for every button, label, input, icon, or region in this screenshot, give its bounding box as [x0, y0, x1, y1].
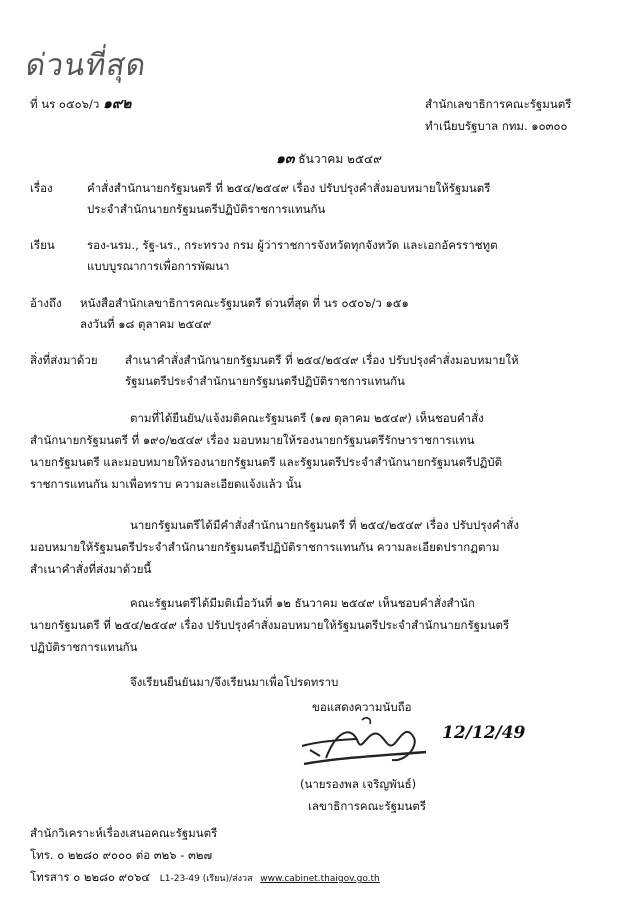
paragraph-3-line-3: ปฏิบัติราชการแทนกัน — [30, 640, 138, 654]
reference-line-1: หนังสือสำนักเลขาธิการคณะรัฐมนตรี ด่วนที่สุด ที่ นร ๐๕๐๖/ว ๑๕๑ — [80, 296, 409, 310]
reference-line-2: ลงวันที่ ๑๘ ตุลาคม ๒๕๔๙ — [80, 317, 212, 331]
enclosure-line-1: สำเนาคำสั่งสำนักนายกรัฐมนตรี ที่ ๒๕๔/๒๕๔๙ เรื่อง ปรับปรุงคำสั่งมอบหมายให้ — [125, 353, 519, 367]
paragraph-2-line-2: มอบหมายให้รัฐมนตรีประจำสำนักนายกรัฐมนตรีปฏิบัติราชการแทนกัน ความละเอียดปรากฏตาม — [30, 540, 500, 554]
to-line-2: แบบบูรณาการเพื่อการพัฒนา — [87, 259, 230, 273]
paragraph-1-line-1: ตามที่ได้ยืนยัน/แจ้งมติคณะรัฐมนตรี (๑๗ ตุลาคม ๒๕๔๙) เห็นชอบคำสั่ง — [130, 411, 484, 425]
document-date — [276, 148, 382, 170]
subject-line-1: คำสั่งสำนักนายกรัฐมนตรี ที่ ๒๕๔/๒๕๔๙ เรื่อง ปรับปรุงคำสั่งมอบหมายให้รัฐมนตรี — [87, 181, 491, 195]
handwritten-signature — [296, 712, 436, 770]
salutation: ขอแสดงความนับถือ — [312, 700, 412, 714]
paragraph-2-line-1: นายกรัฐมนตรีได้มีคำสั่งสำนักนายกรัฐมนตรี ที่ ๒๕๔/๒๕๔๙ เรื่อง ปรับปรุงคำสั่ง — [130, 518, 519, 532]
subject-line-2: ประจำสำนักนายกรัฐมนตรีปฏิบัติราชการแทนกัน — [87, 202, 326, 216]
paragraph-2-line-3: สำเนาคำสั่งที่ส่งมาด้วยนี้ — [30, 562, 152, 576]
reference-prefix: ที่ นร ๐๕๐๖/ว — [30, 97, 100, 111]
reference-handwritten-number: ๑๙๒ — [102, 96, 132, 112]
footer-code: L1-23-49 (เรียน)/ส่งวส — [159, 874, 253, 884]
enclosure-line-2: รัฐมนตรีประจำสำนักนายกรัฐมนตรีปฏิบัติราชการแทนกัน — [125, 374, 405, 388]
paragraph-3-line-1: คณะรัฐมนตรีได้มีมติเมื่อวันที่ ๑๒ ธันวาคม ๒๕๔๙ เห็นชอบคำสั่งสำนัก — [130, 596, 475, 610]
reference-number — [30, 93, 131, 115]
office-address: ทำเนียบรัฐบาล กทม. ๑๐๓๐๐ — [425, 119, 568, 133]
subject-label: เรื่อง — [30, 181, 53, 195]
date-month-year: ธันวาคม ๒๕๔๙ — [298, 152, 382, 166]
reference-label: อ้างถึง — [30, 296, 62, 310]
footer-fax-line — [30, 869, 380, 887]
paragraph-3-line-2: นายกรัฐมนตรี ที่ ๒๕๔/๒๕๔๙ เรื่อง ปรับปรุงคำสั่งมอบหมายให้รัฐมนตรีประจำสำนักนายกรัฐมนตรี — [30, 618, 510, 632]
paragraph-1-line-4: ราชการแทนกัน มาเพื่อทราบ ความละเอียดแจ้งแล้ว นั้น — [30, 477, 302, 491]
signatory-name: (นายรองพล เจริญพันธ์) — [300, 777, 417, 791]
signatory-title: เลขาธิการคณะรัฐมนตรี — [308, 799, 427, 813]
enclosure-label: สิ่งที่ส่งมาด้วย — [30, 353, 98, 367]
paragraph-1-line-3: นายกรัฐมนตรี และมอบหมายให้รองนายกรัฐมนตรี และรัฐมนตรีประจำสำนักนายกรัฐมนตรีปฏิบัติ — [30, 455, 503, 469]
date-day-handwritten: ๑๓ — [276, 151, 295, 167]
office-name: สำนักเลขาธิการคณะรัฐมนตรี — [425, 97, 572, 111]
paragraph-1-line-2: สำนักนายกรัฐมนตรี ที่ ๑๙๐/๒๕๔๙ เรื่อง มอบหมายให้รองนายกรัฐมนตรีรักษาราชการแทน — [30, 433, 475, 447]
closing-line: จึงเรียนยืนยันมา/จึงเรียนมาเพื่อโปรดทราบ — [130, 675, 339, 689]
footer-phone: โทร. ๐ ๒๒๘๐ ๙๐๐๐ ต่อ ๓๒๖ - ๓๒๗ — [30, 848, 213, 862]
to-label: เรียน — [30, 238, 55, 252]
to-line-1: รอง-นรม., รัฐ-นร., กระทรวง กรม ผู้ว่าราชการจังหวัดทุกจังหวัด และเอกอัครราชทูต — [87, 238, 498, 252]
footer-website-link[interactable]: www.cabinet.thaigov.go.th — [260, 874, 380, 884]
urgent-stamp: ด่วนที่สุด — [23, 48, 149, 83]
footer-office: สำนักวิเคราะห์เรื่องเสนอคณะรัฐมนตรี — [30, 826, 218, 840]
footer-fax: โทรสาร ๐ ๒๒๘๐ ๙๐๖๔ — [30, 870, 151, 884]
handwritten-signing-date: 12/12/49 — [442, 723, 526, 743]
